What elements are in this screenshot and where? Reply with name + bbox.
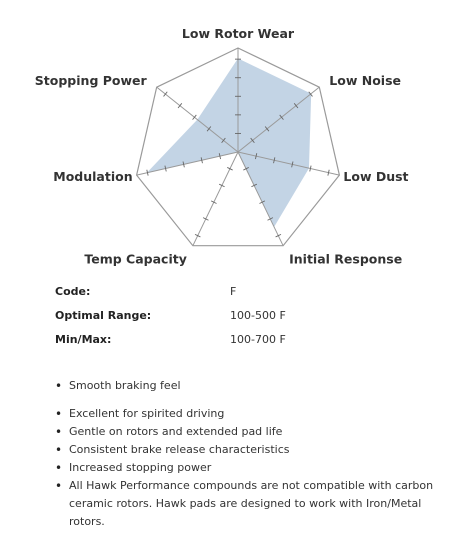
axis-spoke [193,152,238,246]
spec-key: Optimal Range: [55,309,152,322]
axis-label: Temp Capacity [84,251,187,267]
axis-label: Low Noise [329,73,402,89]
spec-value: 100-700 F [230,333,286,346]
spec-value: 100-500 F [230,309,286,322]
axis-label: Modulation [53,169,133,185]
radar-chart [0,0,460,270]
feature-item: • All Hawk Performance compounds are not compatible with carbon ceramic rotors. Hawk pads are designed to work with Iron/Metal rotors. [55,477,435,531]
axis-label: Low Rotor Wear [181,26,295,41]
feature-item: • Smooth braking feel [55,377,435,395]
spec-row-min-max [55,333,435,357]
feature-item: • Excellent for spirited driving [55,405,435,423]
spec-table [55,285,435,357]
spec-key: Code: [55,285,91,298]
spec-key: Min/Max: [55,333,112,346]
axis-label: Low Dust [343,169,409,185]
feature-item: • Gentle on rotors and extended pad life [55,423,435,441]
axis-label: Stopping Power [34,73,147,89]
data-area [147,58,311,227]
spec-row-code [55,285,435,309]
spec-row-optimal-range [55,309,435,333]
feature-item: • Consistent brake release characteristics [55,441,435,459]
spec-value: F [230,285,237,298]
feature-item: • Increased stopping power [55,459,435,477]
axis-label: Initial Response [289,251,403,267]
feature-list [55,377,435,531]
